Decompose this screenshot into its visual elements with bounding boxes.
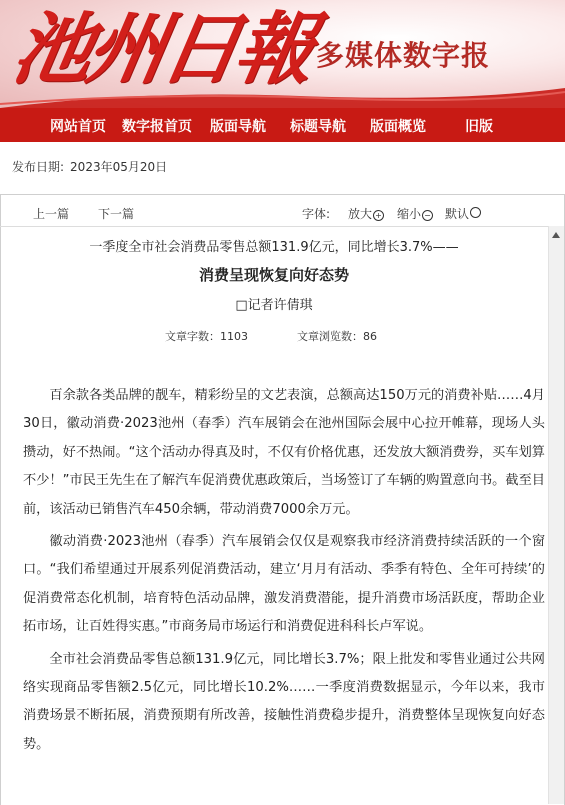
font-default-button[interactable] (445, 205, 481, 222)
article-paragraph: 徽动消费·2023池州（春季）汽车展销会仅仅是观察我市经济消费持续活跃的一个窗口。“我们希望通过开展系列促消费活动，建立‘月月有活动、季季有特色、全年可持续’的促消费常态化机制，培育特色活动品牌，激发消费潜能，提升消费市场活跃度，帮助企业拓市场，让百姓得实惠。”市商务局市场运行和消费促进科科长卢军说。 (23, 534, 545, 635)
scroll-up-arrow-icon[interactable] (552, 232, 560, 238)
article-headline: 消费呈现恢复向好态势 (198, 266, 349, 284)
article-word-count: 文章字数：1103 (165, 330, 248, 343)
font-shrink-label: 缩小 (397, 207, 422, 221)
prev-article-link[interactable]: 上一篇 (33, 207, 70, 221)
font-shrink-button[interactable] (397, 205, 433, 222)
plus-circle-icon: + (373, 210, 384, 221)
minus-circle-icon: − (422, 210, 433, 221)
article-paragraph: 全市社会消费品零售总额131.9亿元，同比增长3.7%；限上批发和零售业通过公共网络实现商品零售额2.5亿元，同比增长10.2%……一季度消费数据显示，今年以来，我市消费场景不断拓展，消费预期有所改善，接触性消费稳步提升，消费整体呈现恢复向好态势。 (23, 651, 545, 752)
article-kicker: 一季度全市社会消费品零售总额131.9亿元，同比增长3.7%—— (89, 240, 459, 255)
nav-title-navigation[interactable]: 标题导航 (290, 119, 346, 135)
publish-date-label: 发布日期: (12, 160, 65, 174)
nav-page-overview[interactable]: 版面概览 (370, 119, 426, 135)
nav-digital-home[interactable]: 数字报首页 (122, 119, 192, 135)
font-size-label: 字体: (302, 207, 331, 221)
nav-page-navigation[interactable]: 版面导航 (210, 119, 266, 135)
font-enlarge-button[interactable] (348, 205, 384, 222)
article-body (23, 382, 545, 763)
nav-old-version[interactable]: 旧版 (465, 119, 493, 135)
publish-date (12, 158, 167, 175)
article-paragraph: 百余款各类品牌的靓车，精彩纷呈的文艺表演，总额高达150万元的消费补贴……4月30日，徽动消费·2023池州（春季）汽车展销会在池州国际会展中心拉开帷幕，现场人头攒动，好不热闹。“这个活动办得真及时，不仅有价格优惠，还发放大额消费券，买车划算不少！”市民王先生在了解汽车促消费优惠政策后，当场签订了车辆的购置意向书。截至目前，该活动已销售汽车450余辆，带动消费7000余万元。 (23, 388, 545, 517)
publish-date-value: 2023年05月20日 (70, 160, 168, 174)
site-subtitle: 多媒体数字报 (316, 39, 491, 72)
next-article-link[interactable]: 下一篇 (98, 207, 135, 221)
article-byline: □记者许倩琪 (235, 298, 313, 313)
font-enlarge-label: 放大 (348, 207, 373, 221)
font-default-label: 默认 (445, 207, 470, 221)
article-scrollbar[interactable] (548, 226, 564, 804)
article-view-count: 文章浏览数：86 (297, 330, 377, 343)
newspaper-logo[interactable]: 池州日報 (6, 4, 319, 95)
main-nav (0, 108, 565, 142)
article-toolbar (0, 196, 563, 227)
nav-home[interactable]: 网站首页 (50, 119, 106, 135)
masthead-banner (0, 0, 565, 108)
radio-circle-icon (470, 207, 481, 218)
